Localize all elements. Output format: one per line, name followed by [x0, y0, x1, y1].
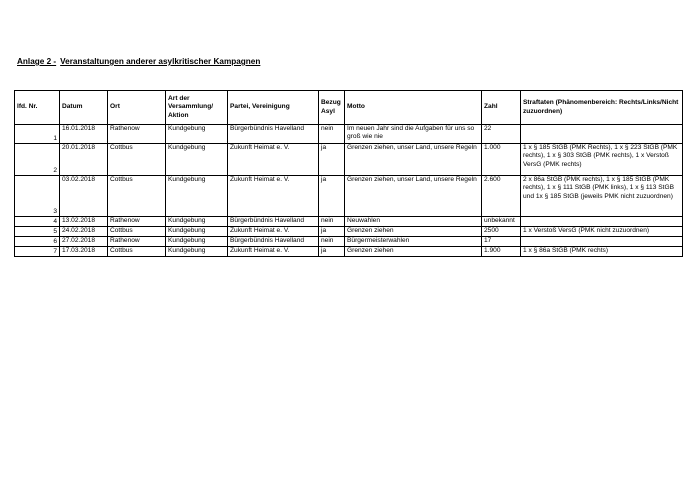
table-header-row [15, 91, 683, 125]
header-partei: Partei, Vereinigung [228, 91, 319, 125]
cell-nr: 6 [15, 237, 60, 247]
cell-motto: Im neuen Jahr sind die Aufgaben für uns so groß wie nie [345, 125, 482, 144]
table-row [15, 144, 683, 176]
table-row [15, 217, 683, 227]
cell-partei: Bürgerbündnis Havelland [228, 237, 319, 247]
header-zahl: Zahl [482, 91, 521, 125]
cell-zahl: unbekannt [482, 217, 521, 227]
cell-nr: 4 [15, 217, 60, 227]
cell-motto: Grenzen ziehen, unser Land, unsere Regeln [345, 144, 482, 176]
title-main: Veranstaltungen anderer asylkritischer Kampagnen [60, 57, 261, 66]
cell-motto: Neuwahlen [345, 217, 482, 227]
cell-partei: Zukunft Heimat e. V. [228, 227, 319, 237]
cell-zahl: 2.600 [482, 176, 521, 217]
cell-straftaten [521, 237, 683, 247]
cell-ort: Cottbus [108, 176, 166, 217]
cell-nr: 3 [15, 176, 60, 217]
header-ort: Ort [108, 91, 166, 125]
table-row [15, 227, 683, 237]
cell-bezug: ja [319, 227, 345, 237]
cell-datum: 16.01.2018 [60, 125, 108, 144]
cell-bezug: nein [319, 217, 345, 227]
cell-zahl: 1.900 [482, 247, 521, 257]
cell-art: Kundgebung [166, 144, 228, 176]
cell-bezug: nein [319, 125, 345, 144]
cell-straftaten [521, 217, 683, 227]
cell-ort: Cottbus [108, 227, 166, 237]
cell-motto: Grenzen ziehen [345, 227, 482, 237]
cell-partei: Zukunft Heimat e. V. [228, 144, 319, 176]
table-row [15, 237, 683, 247]
cell-partei: Bürgerbündnis Havelland [228, 217, 319, 227]
cell-art: Kundgebung [166, 176, 228, 217]
header-motto: Motto [345, 91, 482, 125]
cell-nr: 2 [15, 144, 60, 176]
cell-datum: 17.03.2018 [60, 247, 108, 257]
cell-art: Kundgebung [166, 227, 228, 237]
cell-datum: 13.02.2018 [60, 217, 108, 227]
cell-ort: Rathenow [108, 237, 166, 247]
cell-datum: 24.02.2018 [60, 227, 108, 237]
cell-zahl: 22 [482, 125, 521, 144]
cell-straftaten: 2 x 86a StGB (PMK rechts), 1 x § 185 StGB (PMK rechts), 1 x § 111 StGB (PMK links), 1 x § 113 StGB und 1x § 185 StGB (jeweils PMK nicht zuzuordnen) [521, 176, 683, 217]
cell-zahl: 1.000 [482, 144, 521, 176]
cell-bezug: nein [319, 237, 345, 247]
cell-straftaten: 1 x § 86a StGB (PMK rechts) [521, 247, 683, 257]
cell-bezug: ja [319, 176, 345, 217]
header-bezug: Bezug Asyl [319, 91, 345, 125]
cell-art: Kundgebung [166, 125, 228, 144]
cell-datum: 03.02.2018 [60, 176, 108, 217]
cell-straftaten [521, 125, 683, 144]
cell-partei: Zukunft Heimat e. V. [228, 176, 319, 217]
cell-partei: Bürgerbündnis Havelland [228, 125, 319, 144]
cell-motto: Grenzen ziehen [345, 247, 482, 257]
events-table [14, 90, 683, 257]
table-row [15, 125, 683, 144]
header-straftaten: Straftaten (Phänomenbereich: Rechts/Links/Nicht zuzuordnen) [521, 91, 683, 125]
cell-straftaten: 1 x § 185 StGB (PMK Rechts), 1 x § 223 StGB (PMK rechts), 1 x § 303 StGB (PMK rechts), 1 x Verstoß VersG (PMK rechts) [521, 144, 683, 176]
header-datum: Datum [60, 91, 108, 125]
cell-datum: 27.02.2018 [60, 237, 108, 247]
cell-art: Kundgebung [166, 237, 228, 247]
title-prefix: Anlage 2 - [17, 57, 57, 66]
cell-nr: 7 [15, 247, 60, 257]
cell-zahl: 17 [482, 237, 521, 247]
cell-ort: Rathenow [108, 217, 166, 227]
cell-art: Kundgebung [166, 217, 228, 227]
cell-partei: Zukunft Heimat e. V. [228, 247, 319, 257]
cell-zahl: 2500 [482, 227, 521, 237]
cell-motto: Grenzen ziehen, unser Land, unsere Regeln [345, 176, 482, 217]
cell-ort: Cottbus [108, 247, 166, 257]
table-row [15, 247, 683, 257]
table-row [15, 176, 683, 217]
cell-ort: Rathenow [108, 125, 166, 144]
cell-ort: Cottbus [108, 144, 166, 176]
cell-nr: 1 [15, 125, 60, 144]
header-nr: lfd. Nr. [15, 91, 60, 125]
cell-bezug: ja [319, 144, 345, 176]
document-title [17, 57, 260, 66]
header-art: Art der Versammlung/ Aktion [166, 91, 228, 125]
cell-straftaten: 1 x Verstoß VersG (PMK nicht zuzuordnen) [521, 227, 683, 237]
cell-motto: Bürgermeisterwahlen [345, 237, 482, 247]
cell-art: Kundgebung [166, 247, 228, 257]
cell-bezug: ja [319, 247, 345, 257]
cell-datum: 20.01.2018 [60, 144, 108, 176]
cell-nr: 5 [15, 227, 60, 237]
